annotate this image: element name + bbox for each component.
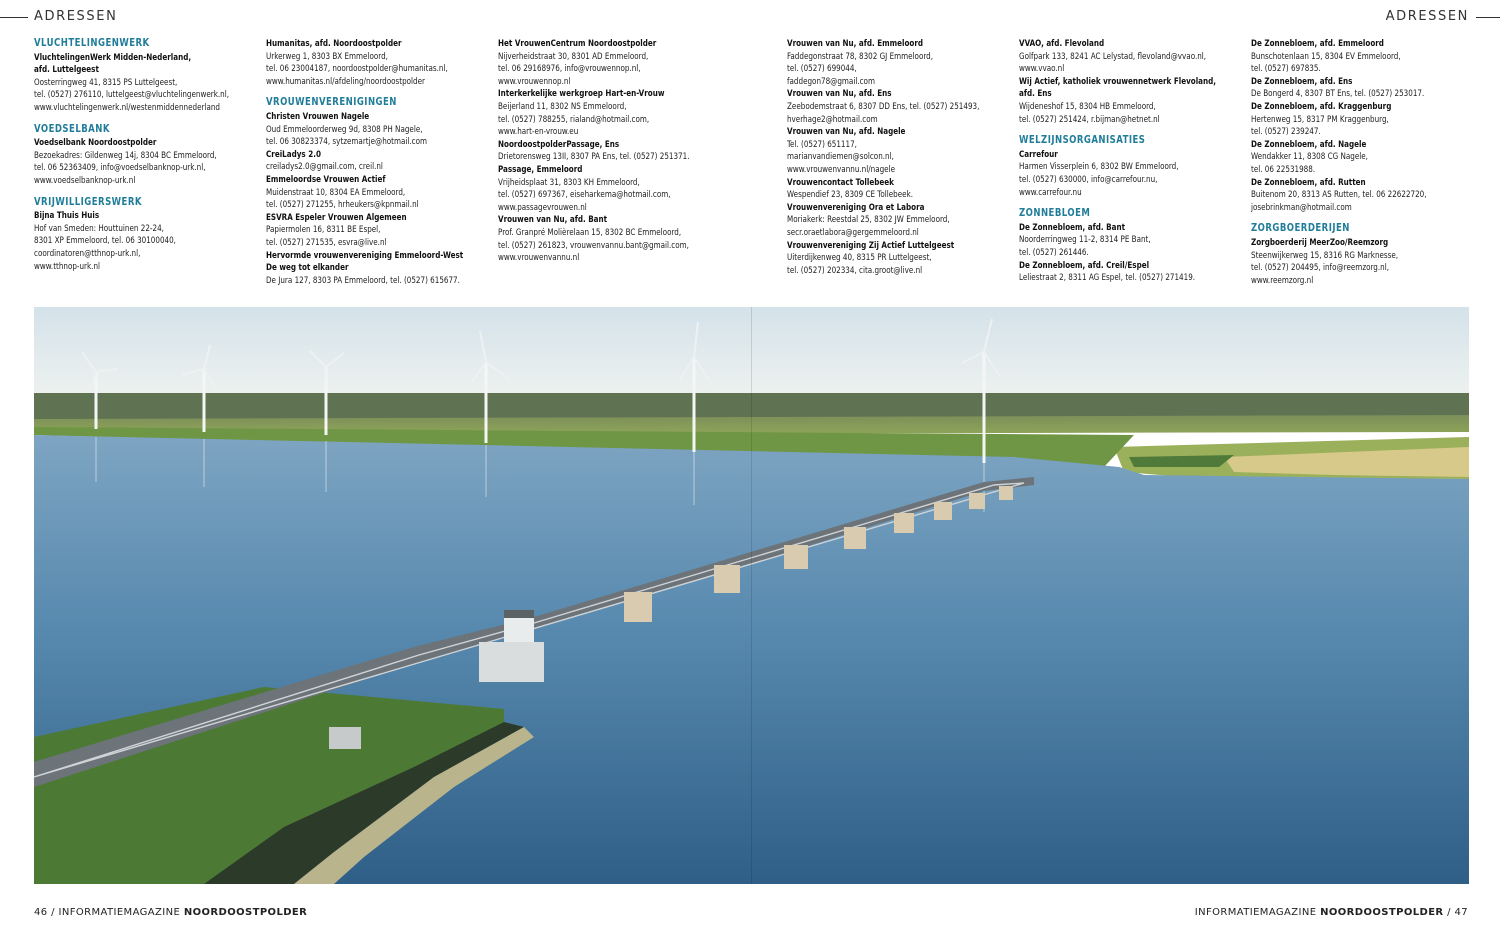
organization-name: De Zonnebloem, afd. Kraggenburg [1251,101,1392,112]
address-line: Hof van Smeden: Houttuinen 22-24, [34,223,164,234]
organization-name: Vrouwen van Nu, afd. Ens [787,89,892,100]
address-entry [498,214,714,264]
address-line: hverhage2@hotmail.com [787,114,878,125]
address-entry [266,212,482,250]
address-entry [266,250,482,263]
region-name-right: NOORDOOSTPOLDER [1320,907,1444,918]
footer-right: INFORMATIEMAGAZINE NOORDOOSTPOLDER / 47 [1194,907,1468,918]
address-line: tel. (0527) 202334, cita.groot@live.nl [787,265,923,276]
address-entry [498,164,714,214]
address-line: coordinatoren@tthnop-urk.nl, [34,248,141,259]
footer-left: 46 / INFORMATIEMAGAZINE NOORDOOSTPOLDER [34,907,308,918]
address-entry [266,174,482,212]
address-line: Faddegonstraat 78, 8302 GJ Emmeloord, [787,51,934,62]
address-line: www.carrefour.nu [1019,187,1082,198]
organization-name: Bijna Thuis Huis [34,211,100,222]
address-line: Nijverheidstraat 30, 8301 AD Emmeloord, [498,51,649,62]
address-entry [1251,139,1467,177]
address-line: Tel. (0527) 651117, [787,139,857,150]
address-line: De Jura 127, 8303 PA Emmeloord, tel. (0527) 615677. [266,275,460,286]
address-line: tel. (0527) 261446. [1019,247,1089,258]
section-heading: ZONNEBLOEM [1019,208,1091,220]
address-entry [787,177,1003,202]
organization-name: VVAO, afd. Flevoland [1019,39,1105,49]
section-heading: VOEDSELBANK [34,123,110,135]
address-line: www.vrouwennop.nl [498,76,571,87]
address-line: josebrinkman@hotmail.com [1251,202,1352,213]
organization-name: VluchtelingenWerk Midden-Nederland, [34,52,192,63]
address-line: www.reemzorg.nl [1251,275,1314,286]
address-column-5 [1019,38,1235,285]
address-line: Buitenom 20, 8313 AS Rutten, tel. 06 22622720, [1251,190,1427,201]
address-entry [787,38,1003,88]
address-entry [1251,76,1467,101]
address-entry [1019,260,1235,285]
address-line: creiladys2.0@gmail.com, creil.nl [266,162,383,173]
address-line: Papiermolen 16, 8311 BE Espel, [266,225,381,236]
organization-name: Humanitas, afd. Noordoostpolder [266,39,402,49]
address-entry [34,137,250,187]
address-line: www.humanitas.nl/afdeling/noordoostpolder [266,76,425,87]
address-line: tel. (0527) 261823, vrouwenvannu.bant@gmail.com, [498,240,689,251]
address-line: www.vluchtelingenwerk.nl/westenmiddennederland [34,102,220,113]
address-entry [787,240,1003,278]
organization-name: De Zonnebloem, afd. Creil/Espel [1019,260,1150,271]
header-rule-left [0,17,28,18]
address-line: tel. (0527) 788255, rialand@hotmail.com, [498,114,650,125]
address-entry [266,38,482,88]
organization-name: De Zonnebloem, afd. Emmeloord [1251,39,1384,49]
address-line: Urkerweg 1, 8303 BX Emmeloord, [266,51,388,62]
address-line: tel. 06 23004187, noordoostpolder@humanitas.nl, [266,64,448,75]
address-line: www.vrouwenvannu.nl [498,253,580,264]
organization-name: Het VrouwenCentrum Noordoostpolder [498,39,657,49]
organization-name: Vrouwenvereniging Zij Actief Luttelgeest [787,240,955,251]
address-line: tel. (0527) 697367, eiseharkema@hotmail.com, [498,190,671,201]
address-entry [787,202,1003,240]
organization-name: Vrouwen van Nu, afd. Emmeloord [787,39,924,49]
address-line: Bunschotenlaan 15, 8304 EV Emmeloord, [1251,51,1401,62]
address-line: Oud Emmeloorderweg 9d, 8308 PH Nagele, [266,124,423,135]
address-line: tel. (0527) 271255, hrheukers@kpnmail.nl [266,200,419,211]
address-line: Wendakker 11, 8308 CG Nagele, [1251,152,1368,163]
address-line: tel. 06 29168976, info@vrouwennop.nl, [498,64,641,75]
header-rule-right [1476,17,1500,18]
section-label-left: ADRESSEN [34,9,118,24]
organization-name: Carrefour [1019,149,1058,160]
address-line: De Bongerd 4, 8307 BT Ens, tel. (0527) 253017. [1251,89,1425,100]
address-line: Bezoekadres: Gildenweg 14j, 8304 BC Emmeloord, [34,150,217,161]
address-entry [1019,222,1235,260]
address-line: Hertenweg 15, 8317 PM Kraggenburg, [1251,114,1389,125]
address-line: tel. (0527) 276110, luttelgeest@vluchtelingenwerk.nl, [34,90,230,101]
address-line: tel. (0527) 699044, [787,64,857,75]
address-line: Uiterdijkenweg 40, 8315 PR Luttelgeest, [787,253,932,264]
address-line: Zeebodemstraat 6, 8307 DD Ens, tel. (0527) 251493, [787,101,980,112]
organization-name: Wij Actief, katholiek vrouwennetwerk Flevoland, [1019,76,1217,87]
address-entry [34,64,250,114]
organization-name: Vrouwen van Nu, afd. Bant [498,215,608,226]
address-entry [34,52,250,65]
address-line: secr.oraetlabora@gergemmeloord.nl [787,227,919,238]
address-line: tel. 06 22531988. [1251,164,1316,175]
organization-name: Zorgboerderij MeerZoo/Reemzorg [1251,237,1389,248]
organization-name: Vrouwenvereniging Ora et Labora [787,202,925,213]
address-line: Beijerland 11, 8302 NS Emmeloord, [498,101,627,112]
address-entry [1019,76,1235,89]
organization-name: Christen Vrouwen Nagele [266,111,370,122]
address-entry [1019,88,1235,126]
address-line: marianvandiemen@solcon.nl, [787,152,894,163]
address-line: Moriakerk: Reestdal 25, 8302 JW Emmeloord, [787,215,950,226]
organization-name: De weg tot elkander [266,263,349,274]
organization-name: Vrouwencontact Tollebeek [787,177,894,188]
address-line: tel. (0527) 204495, info@reemzorg.nl, [1251,263,1389,274]
address-column-3 [498,38,714,265]
address-line: Vrijheidsplaat 31, 8303 KH Emmeloord, [498,177,640,188]
address-entry [1019,38,1235,76]
address-line: Harmen Visserplein 6, 8302 BW Emmeloord, [1019,162,1179,173]
address-line: www.passagevrouwen.nl [498,202,587,213]
address-line: www.vrouwenvannu.nl/nagele [787,164,896,175]
address-line: tel. (0527) 697835. [1251,64,1321,75]
address-line: tel. (0527) 271535, esvra@live.nl [266,237,387,248]
organization-name: Hervormde vrouwenvereniging Emmeloord-West [266,250,464,261]
address-entry [787,88,1003,126]
section-heading: ZORGBOERDERIJEN [1251,223,1350,235]
address-line: Noorderringweg 11-2, 8314 PE Bant, [1019,235,1151,246]
region-name-left: NOORDOOSTPOLDER [183,907,308,918]
organization-name: Passage, Emmeloord [498,164,583,175]
section-heading: VROUWENVERENIGINGEN [266,97,397,109]
address-entry [498,38,714,88]
section-label-right: ADRESSEN [1385,9,1469,24]
organization-name: De Zonnebloem, afd. Rutten [1251,177,1366,188]
organization-name: De Zonnebloem, afd. Bant [1019,222,1126,233]
section-heading: WELZIJNSORGANISATIES [1019,135,1146,147]
page-gutter [751,307,752,884]
address-line: Drietorensweg 13II, 8307 PA Ens, tel. (0527) 251371. [498,152,690,163]
address-line: www.tthnop-urk.nl [34,261,101,272]
address-line: faddegon78@gmail.com [787,76,875,87]
address-line: tel. (0527) 251424, r.bijman@hetnet.nl [1019,114,1160,125]
page-number-left: 46 [34,907,48,918]
organization-name: afd. Ens [1019,89,1052,100]
address-entry [266,149,482,174]
section-heading: VLUCHTELINGENWERK [34,38,150,49]
organization-name: De Zonnebloem, afd. Ens [1251,76,1353,87]
address-line: 8301 XP Emmeloord, tel. 06 30100040, [34,236,176,247]
address-line: Leliestraat 2, 8311 AG Espel, tel. (0527) 271419. [1019,273,1196,284]
address-entry [498,88,714,138]
address-line: Oosterringweg 41, 8315 PS Luttelgeest, [34,77,178,88]
address-entry [1019,149,1235,199]
organization-name: NoordoostpolderPassage, Ens [498,139,620,150]
organization-name: Emmeloordse Vrouwen Actief [266,174,386,185]
address-entry [1251,101,1467,139]
organization-name: afd. Luttelgeest [34,65,99,76]
address-entry [266,262,482,287]
address-entry [1251,38,1467,76]
address-column-6 [1251,38,1467,287]
section-heading: VRIJWILLIGERSWERK [34,196,142,208]
address-line: Golfpark 133, 8241 AC Lelystad, flevoland@vvao.nl, [1019,51,1207,62]
address-entry [1251,237,1467,287]
address-column-1 [34,38,250,273]
address-line: Wijdeneshof 15, 8304 HB Emmeloord, [1019,101,1156,112]
organization-name: De Zonnebloem, afd. Nagele [1251,139,1367,150]
address-entry [1251,177,1467,215]
address-line: Prof. Granpré Molièrelaan 15, 8302 BC Emmeloord, [498,227,682,238]
address-entry [787,126,1003,176]
organization-name: Interkerkelijke werkgroep Hart-en-Vrouw [498,89,665,100]
page-number-right: 47 [1454,907,1468,918]
address-column-4 [787,38,1003,277]
address-line: tel. (0527) 630000, info@carrefour.nu, [1019,174,1158,185]
address-line: www.voedselbanknop-urk.nl [34,175,136,186]
address-line: Muidenstraat 10, 8304 EA Emmeloord, [266,187,406,198]
address-entry [266,111,482,149]
address-entry [34,210,250,273]
address-column-2 [266,38,482,287]
organization-name: Vrouwen van Nu, afd. Nagele [787,127,906,138]
organization-name: CreiLadys 2.0 [266,149,321,160]
address-line: www.hart-en-vrouw.eu [498,127,579,138]
magazine-name-right: INFORMATIEMAGAZINE [1194,907,1317,918]
address-line: tel. 06 30823374, sytzemartje@hotmail.com [266,137,428,148]
address-line: tel. 06 52363409, info@voedselbanknop-urk.nl, [34,163,206,174]
address-line: www.vvao.nl [1019,64,1065,75]
organization-name: ESVRA Espeler Vrouwen Algemeen [266,212,407,223]
magazine-name-left: INFORMATIEMAGAZINE [58,907,181,918]
address-line: Wespendief 23, 8309 CE Tollebeek. [787,190,914,201]
address-line: tel. (0527) 239247. [1251,127,1321,138]
organization-name: Voedselbank Noordoostpolder [34,138,157,149]
address-entry [498,139,714,164]
address-line: Steenwijkerweg 15, 8316 RG Marknesse, [1251,250,1399,261]
